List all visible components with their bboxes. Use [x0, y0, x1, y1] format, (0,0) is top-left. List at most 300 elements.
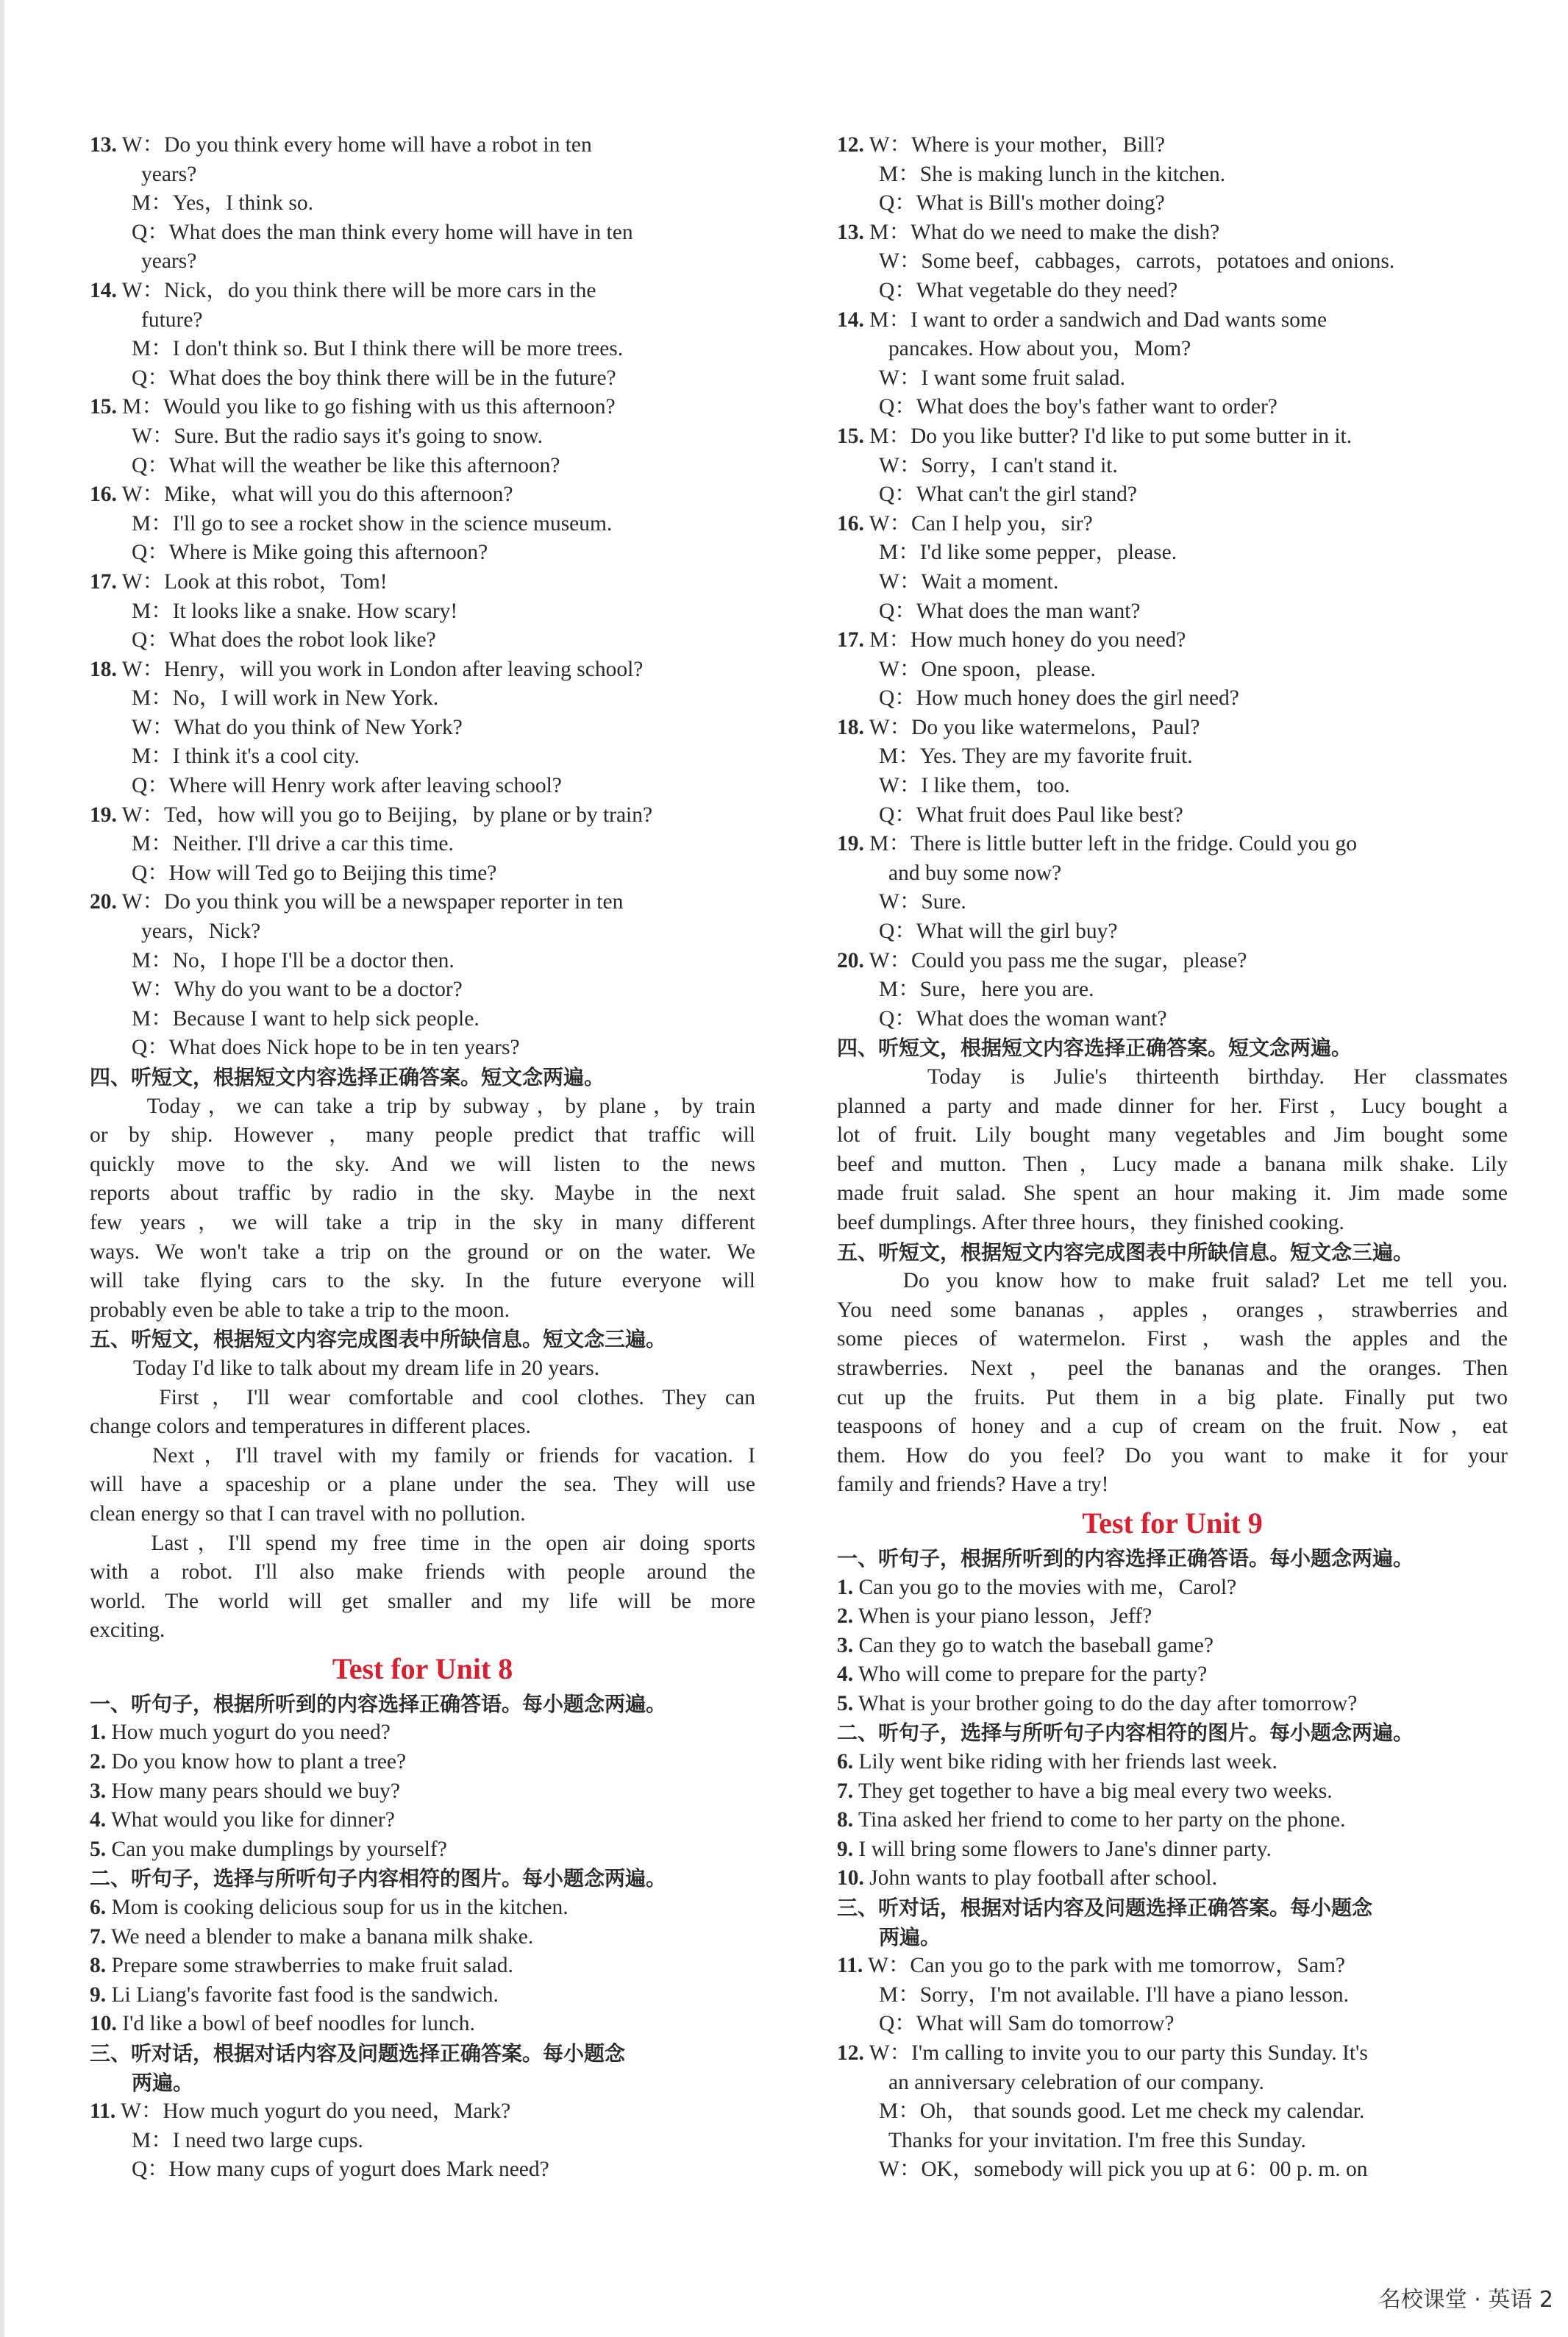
sentence-item — [90, 1718, 755, 1748]
line-text: Q：How many cups of yogurt does Mark need? — [132, 2158, 549, 2182]
passage-line: few years，we will take a trip in the sky in many different — [90, 1210, 755, 1234]
text-line — [90, 1893, 755, 1923]
line-text: M：Would you like to go fishing with us this afternoon? — [122, 395, 616, 419]
text-line — [837, 422, 1508, 452]
text-line — [837, 1864, 1508, 1893]
item-number: 11. — [837, 1954, 863, 1978]
dialogue-line — [837, 975, 1508, 1005]
text-line — [837, 189, 1508, 218]
item-number: 17. — [90, 569, 117, 594]
dialogue-line — [837, 568, 1508, 597]
passage-line: Next，I'll travel with my family or friends for vacation. I — [90, 1443, 755, 1468]
item-number: 1. — [837, 1575, 854, 1599]
dialogue-line — [90, 2155, 755, 2185]
text-line — [90, 538, 755, 568]
line-text: Can they go to watch the baseball game? — [858, 1633, 1214, 1657]
line-text: years，Nick? — [141, 919, 261, 944]
passage-paragraph — [90, 1384, 755, 1442]
text-line — [837, 568, 1508, 597]
text-line — [837, 1005, 1508, 1034]
passage-line: Today is Julie's thirteenth birthday. Her classmates — [837, 1065, 1508, 1089]
text-line — [837, 1748, 1508, 1777]
line-text: M：I think it's a cool city. — [132, 744, 360, 769]
item-number: 20. — [837, 948, 864, 972]
passage-paragraph — [90, 1442, 755, 1529]
item-number: 19. — [90, 803, 117, 827]
line-text: Prepare some strawberries to make fruit salad. — [111, 1954, 513, 1978]
text-line — [90, 364, 755, 394]
text-line — [90, 277, 755, 306]
text-line — [837, 888, 1508, 917]
item-number: 18. — [837, 715, 864, 739]
passage-line: them. How do you feel? Do you want to make it for your — [837, 1443, 1508, 1468]
passage-paragraph — [90, 1092, 755, 1326]
text-line — [837, 2097, 1508, 2127]
sentence-item — [90, 1748, 755, 1777]
text-line — [90, 742, 755, 772]
text-line — [90, 1777, 755, 1807]
line-text: Q：What is Bill's mother doing? — [879, 191, 1165, 216]
text-line — [90, 714, 755, 743]
passage-line: some pieces of watermelon. First，wash the apples and the — [837, 1327, 1508, 1351]
line-text: W：Henry，will you work in London after leaving school? — [121, 657, 644, 681]
text-line — [837, 947, 1508, 976]
text-line — [90, 1034, 755, 1063]
dialogue-line — [837, 2097, 1508, 2155]
dialogue-item — [90, 888, 755, 946]
passage-line: Today，we can take a trip by subway，by plane，by train — [90, 1094, 755, 1118]
item-number: 16. — [90, 483, 117, 507]
text-line — [90, 947, 755, 976]
passage-line: cut up the fruits. Put them in a big plate. Finally put two — [837, 1385, 1508, 1409]
line-text: We need a blender to make a banana milk shake. — [110, 1924, 534, 1949]
text-line — [90, 306, 755, 335]
dialogue-line — [837, 538, 1508, 568]
passage-line: quickly move to the sky. And we will listen to the news — [90, 1152, 755, 1176]
dialogue-line — [90, 1034, 755, 1063]
line-text: Q：Where is Mike going this afternoon? — [132, 541, 488, 565]
line-text: pancakes. How about you，Mom? — [888, 337, 1191, 361]
line-text: M：No，I hope I'll be a doctor then. — [132, 948, 455, 972]
item-number: 1. — [90, 1721, 107, 1745]
line-text: W：I like them，too. — [879, 774, 1070, 798]
item-number: 12. — [837, 133, 864, 157]
right-column — [837, 131, 1508, 2185]
text-line — [90, 335, 755, 364]
dialogue-line — [90, 772, 755, 801]
text-line — [90, 1835, 755, 1865]
dialogue-line — [837, 1981, 1508, 2010]
dialogue-item — [837, 131, 1508, 160]
text-line — [90, 801, 755, 830]
line-text: Q：What does the man think every home will have in ten — [132, 220, 633, 244]
line-text: Q：What will the girl buy? — [879, 919, 1118, 944]
sentence-item — [837, 1777, 1508, 1807]
passage-line: ways. We won't take a trip on the ground or on the water. We — [90, 1239, 755, 1264]
line-text: M：Yes，I think so. — [132, 191, 313, 216]
sentence-item — [837, 1864, 1508, 1893]
item-number: 6. — [90, 1896, 107, 1920]
section-heading: 一、听句子，根据所听到的内容选择正确答语。每小题念两遍。 — [90, 1691, 667, 1716]
dialogue-item — [837, 422, 1508, 452]
line-text: M：It looks like a snake. How scary! — [132, 599, 458, 623]
line-text: W：One spoon，please. — [879, 657, 1096, 681]
line-text: Q：What does Nick hope to be in ten years? — [132, 1036, 520, 1060]
section-heading: 五、听短文，根据短文内容完成图表中所缺信息。短文念三遍。 — [837, 1239, 1414, 1264]
section-heading-continued: 两遍。 — [132, 2070, 194, 2095]
text-line — [90, 510, 755, 539]
line-text: an anniversary celebration of our company. — [888, 2070, 1264, 2094]
line-text: W：Ted，how will you go to Beijing，by plane or by train? — [121, 803, 653, 827]
item-number: 16. — [837, 511, 864, 536]
dialogue-line — [837, 1005, 1508, 1034]
passage-line: teaspoons of honey and a cup of cream on the fruit. Now，eat — [837, 1415, 1508, 1439]
dialogue-item — [90, 480, 755, 510]
section-heading: 二、听句子，选择与所听句子内容相符的图片。每小题念两遍。 — [90, 1866, 667, 1891]
item-number: 6. — [837, 1750, 854, 1774]
line-text: and buy some now? — [888, 861, 1062, 885]
dialogue-line — [90, 510, 755, 539]
line-text: M：I'll go to see a rocket show in the science museum. — [132, 511, 613, 536]
line-text: How much yogurt do you need? — [111, 1721, 391, 1745]
dialogue-line — [837, 801, 1508, 830]
item-number: 15. — [837, 424, 864, 448]
dialogue-line — [90, 597, 755, 627]
passage-line: probably even be able to take a trip to the moon. — [90, 1298, 510, 1322]
text-line — [90, 859, 755, 889]
dialogue-item — [837, 306, 1508, 364]
dialogue-item — [90, 568, 755, 597]
dialogue-line — [90, 452, 755, 481]
sentence-item — [837, 1660, 1508, 1690]
line-text: I'd like a bowl of beef noodles for lunch. — [122, 2012, 475, 2036]
dialogue-item — [837, 1952, 1508, 1981]
line-text: M：Do you like butter? I'd like to put some butter in it. — [869, 424, 1353, 448]
line-text: What is your brother going to do the day after tomorrow? — [858, 1691, 1358, 1715]
dialogue-item — [837, 830, 1508, 888]
dialogue-line — [837, 2010, 1508, 2039]
line-text: Do you know how to plant a tree? — [111, 1750, 407, 1774]
sentence-item — [837, 1602, 1508, 1632]
text-line — [837, 364, 1508, 394]
line-text: M：What do we need to make the dish? — [869, 220, 1220, 244]
line-text: W：Wait a moment. — [879, 569, 1059, 594]
line-text: They get together to have a big meal every two weeks. — [858, 1779, 1333, 1803]
line-text: W：I'm calling to invite you to our party this Sunday. It's — [869, 2041, 1368, 2065]
line-text: John wants to play football after school. — [869, 1866, 1217, 1890]
line-text: W：Sorry，I can't stand it. — [879, 453, 1118, 477]
dialogue-line — [90, 859, 755, 889]
line-text: Q：What does the robot look like? — [132, 628, 436, 652]
text-line — [90, 975, 755, 1005]
unit-test-title: Test for Unit 9 — [1082, 1506, 1263, 1540]
item-number: 3. — [837, 1633, 854, 1657]
line-text: M：Neither. I'll drive a car this time. — [132, 832, 454, 856]
line-text: years? — [141, 162, 197, 186]
line-text: Who will come to prepare for the party? — [858, 1662, 1208, 1687]
item-number: 9. — [90, 1982, 107, 2007]
item-number: 17. — [837, 628, 864, 652]
text-line — [837, 1632, 1508, 1661]
text-line — [90, 480, 755, 510]
text-line — [90, 393, 755, 422]
line-text: Q：What does the boy's father want to order? — [879, 395, 1277, 419]
section-heading: 四、听短文，根据短文内容选择正确答案。短文念两遍。 — [837, 1036, 1353, 1061]
dialogue-line — [90, 218, 755, 277]
text-line — [837, 917, 1508, 947]
line-text: Mom is cooking delicious soup for us in the kitchen. — [111, 1896, 569, 1920]
item-number: 4. — [90, 1808, 107, 1832]
dialogue-line — [837, 742, 1508, 772]
text-line — [837, 1573, 1508, 1603]
text-line — [90, 1806, 755, 1835]
line-text: W：OK，somebody will pick you up at 6：00 p. m. on — [879, 2158, 1368, 2182]
text-line — [837, 306, 1508, 335]
line-text: W：What do you think of New York? — [132, 715, 463, 739]
text-line — [90, 655, 755, 685]
passage-line: Last，I'll spend my free time in the open air doing sports — [90, 1531, 755, 1555]
passage-line: Do you know how to make fruit salad? Let me tell you. — [837, 1269, 1508, 1293]
left-column — [90, 131, 755, 2185]
text-line — [837, 1981, 1508, 2010]
text-line — [837, 452, 1508, 481]
passage-line: clean energy so that I can travel with no pollution. — [90, 1501, 526, 1526]
passage-line: You need some bananas，apples，oranges，strawberries and — [837, 1298, 1508, 1322]
item-number: 2. — [837, 1604, 854, 1629]
passage-line: with a robot. I'll also make friends with people around the — [90, 1560, 755, 1584]
line-text: W：Do you like watermelons，Paul? — [869, 715, 1200, 739]
dialogue-line — [837, 480, 1508, 510]
sentence-item — [90, 1981, 755, 2010]
passage-paragraph — [90, 1529, 755, 1646]
line-text: M：I don't think so. But I think there will be more trees. — [132, 337, 624, 361]
passage-line: planned a party and made dinner for her. First，Lucy bought a — [837, 1094, 1508, 1118]
text-line — [837, 801, 1508, 830]
dialogue-line — [90, 626, 755, 655]
passage-line: beef and mutton. Then，Lucy made a banana milk shake. Lily — [837, 1152, 1508, 1176]
line-text: W：Can you go to the park with me tomorrow，Sam? — [868, 1954, 1345, 1978]
line-text: years? — [141, 249, 197, 274]
dialogue-line — [837, 160, 1508, 190]
text-line — [90, 1952, 755, 1981]
line-text: W：Where is your mother，Bill? — [869, 133, 1165, 157]
section-heading: 四、听短文，根据短文内容选择正确答案。短文念两遍。 — [90, 1065, 605, 1089]
line-text: future? — [141, 307, 203, 332]
line-text: Q：What will Sam do tomorrow? — [879, 2012, 1175, 2036]
text-line — [837, 1835, 1508, 1865]
text-line — [837, 830, 1508, 859]
item-number: 18. — [90, 657, 117, 681]
line-text: M：I'd like some pepper，please. — [879, 541, 1177, 565]
dialogue-line — [90, 975, 755, 1005]
line-text: W：Mike，what will you do this afternoon? — [121, 483, 513, 507]
line-text: M：There is little butter left in the fridge. Could you go — [869, 832, 1358, 856]
line-text: Can you make dumplings by yourself? — [111, 1837, 447, 1861]
dialogue-item — [90, 277, 755, 335]
dialogue-item — [837, 2039, 1508, 2097]
line-text: W：Can I help you，sir? — [869, 511, 1093, 536]
text-line — [837, 714, 1508, 743]
line-text: How many pears should we buy? — [111, 1779, 400, 1803]
dialogue-line — [90, 947, 755, 976]
dialogue-line — [837, 393, 1508, 422]
item-number: 12. — [837, 2041, 864, 2065]
dialogue-line — [90, 684, 755, 714]
text-line — [837, 393, 1508, 422]
item-number: 5. — [837, 1691, 854, 1715]
text-line — [837, 772, 1508, 801]
text-line — [90, 1748, 755, 1777]
unit-test-title: Test for Unit 8 — [332, 1651, 513, 1685]
dialogue-line — [90, 422, 755, 452]
text-line — [837, 1660, 1508, 1690]
sentence-item — [837, 1806, 1508, 1835]
text-line — [90, 218, 755, 248]
text-line — [90, 830, 755, 859]
line-text: M：Oh， that sounds good. Let me check my calendar. — [879, 2099, 1365, 2124]
text-line — [837, 684, 1508, 714]
dialogue-line — [837, 772, 1508, 801]
passage-line: exciting. — [90, 1618, 165, 1643]
dialogue-line — [837, 684, 1508, 714]
text-line — [90, 684, 755, 714]
line-text: Q：What does the boy think there will be in the future? — [132, 366, 616, 390]
sentence-item — [90, 1952, 755, 1981]
line-text: Q：How will Ted go to Beijing this time? — [132, 861, 497, 885]
line-text: M：She is making lunch in the kitchen. — [879, 162, 1226, 186]
dialogue-line — [837, 2155, 1508, 2185]
dialogue-line — [837, 452, 1508, 481]
item-number: 4. — [837, 1662, 854, 1687]
text-line — [837, 538, 1508, 568]
dialogue-line — [837, 247, 1508, 277]
dialogue-item — [837, 947, 1508, 976]
text-line — [90, 626, 755, 655]
sentence-item — [90, 1893, 755, 1923]
line-text: Lily went bike riding with her friends last week. — [858, 1750, 1277, 1774]
text-line — [90, 1981, 755, 2010]
line-text: What would you like for dinner? — [110, 1808, 395, 1832]
line-text: M：No，I will work in New York. — [132, 686, 439, 711]
line-text: Tina asked her friend to come to her party on the phone. — [858, 1808, 1346, 1832]
dialogue-item — [837, 626, 1508, 655]
text-line — [90, 1923, 755, 1952]
passage-line: Today I'd like to talk about my dream life in 20 years. — [90, 1356, 600, 1380]
passage-line: First，I'll wear comfortable and cool clothes. They can — [90, 1385, 755, 1409]
text-line — [837, 2010, 1508, 2039]
item-number: 19. — [837, 832, 864, 856]
item-number: 11. — [90, 2099, 116, 2124]
dialogue-item — [837, 714, 1508, 743]
item-number: 7. — [90, 1924, 107, 1949]
text-line — [837, 597, 1508, 627]
dialogue-line — [837, 597, 1508, 627]
text-line — [837, 2155, 1508, 2185]
text-line — [837, 655, 1508, 685]
line-text: When is your piano lesson，Jeff? — [858, 1604, 1152, 1629]
dialogue-line — [90, 364, 755, 394]
passage-line: or by ship. However，many people predict that traffic will — [90, 1123, 755, 1148]
dialogue-line — [90, 189, 755, 218]
line-text: Q：What does the man want? — [879, 599, 1141, 623]
line-text: Q：What will the weather be like this afternoon? — [132, 453, 560, 477]
text-line — [837, 1690, 1508, 1719]
item-number: 7. — [837, 1779, 854, 1803]
section-heading: 二、听句子，选择与所听句子内容相符的图片。每小题念两遍。 — [837, 1721, 1414, 1746]
dialogue-line — [90, 742, 755, 772]
line-text: M：Because I want to help sick people. — [132, 1006, 480, 1031]
line-text: M：Yes. They are my favorite fruit. — [879, 744, 1193, 769]
sentence-item — [837, 1690, 1508, 1719]
passage-line: family and friends? Have a try! — [837, 1473, 1109, 1497]
sentence-item — [90, 1806, 755, 1835]
text-line — [837, 247, 1508, 277]
passage-line: lot of fruit. Lily bought many vegetables and Jim bought some — [837, 1123, 1508, 1148]
text-line — [837, 1602, 1508, 1632]
text-line — [837, 480, 1508, 510]
dialogue-line — [90, 714, 755, 743]
dialogue-line — [90, 335, 755, 364]
item-number: 14. — [837, 307, 864, 332]
text-line — [837, 1806, 1508, 1835]
line-text: Q：What vegetable do they need? — [879, 278, 1178, 302]
text-line — [837, 2069, 1508, 2098]
sentence-item — [837, 1748, 1508, 1777]
text-line — [90, 189, 755, 218]
text-line — [837, 2127, 1508, 2156]
text-line — [90, 160, 755, 190]
text-line — [90, 888, 755, 917]
sentence-item — [90, 1923, 755, 1952]
text-line — [90, 1005, 755, 1034]
line-text: M：I want to order a sandwich and Dad wants some — [869, 307, 1328, 332]
text-line — [837, 975, 1508, 1005]
line-text: Can you go to the movies with me，Carol? — [858, 1575, 1237, 1599]
dialogue-item — [837, 218, 1508, 248]
text-line — [837, 742, 1508, 772]
line-text: W：Sure. But the radio says it's going to snow. — [132, 424, 543, 448]
dialogue-item — [837, 510, 1508, 539]
text-line — [90, 568, 755, 597]
line-text: W：Do you think you will be a newspaper reporter in ten — [121, 890, 624, 914]
dialogue-item — [90, 2097, 755, 2127]
item-number: 2. — [90, 1750, 107, 1774]
dialogue-line — [837, 277, 1508, 306]
dialogue-line — [90, 830, 755, 859]
item-number: 10. — [837, 1866, 864, 1890]
text-line — [90, 2127, 755, 2156]
text-line — [90, 2155, 755, 2185]
text-line — [90, 2010, 755, 2039]
item-number: 20. — [90, 890, 117, 914]
text-line — [90, 917, 755, 947]
line-text: Q：How much honey does the girl need? — [879, 686, 1239, 711]
section-heading: 三、听对话，根据对话内容及问题选择正确答案。每小题念 — [90, 2041, 626, 2066]
dialogue-item — [90, 393, 755, 422]
sentence-item — [837, 1835, 1508, 1865]
item-number: 15. — [90, 395, 117, 419]
line-text: Q：What fruit does Paul like best? — [879, 803, 1183, 827]
dialogue-item — [90, 131, 755, 189]
dialogue-line — [90, 1005, 755, 1034]
item-number: 14. — [90, 278, 117, 302]
text-line — [90, 597, 755, 627]
line-text: Q：What does the woman want? — [879, 1006, 1167, 1031]
line-text: M：How much honey do you need? — [869, 628, 1186, 652]
line-text: M：I need two large cups. — [132, 2128, 363, 2152]
sentence-item — [837, 1573, 1508, 1603]
passage-paragraph — [837, 1063, 1508, 1238]
